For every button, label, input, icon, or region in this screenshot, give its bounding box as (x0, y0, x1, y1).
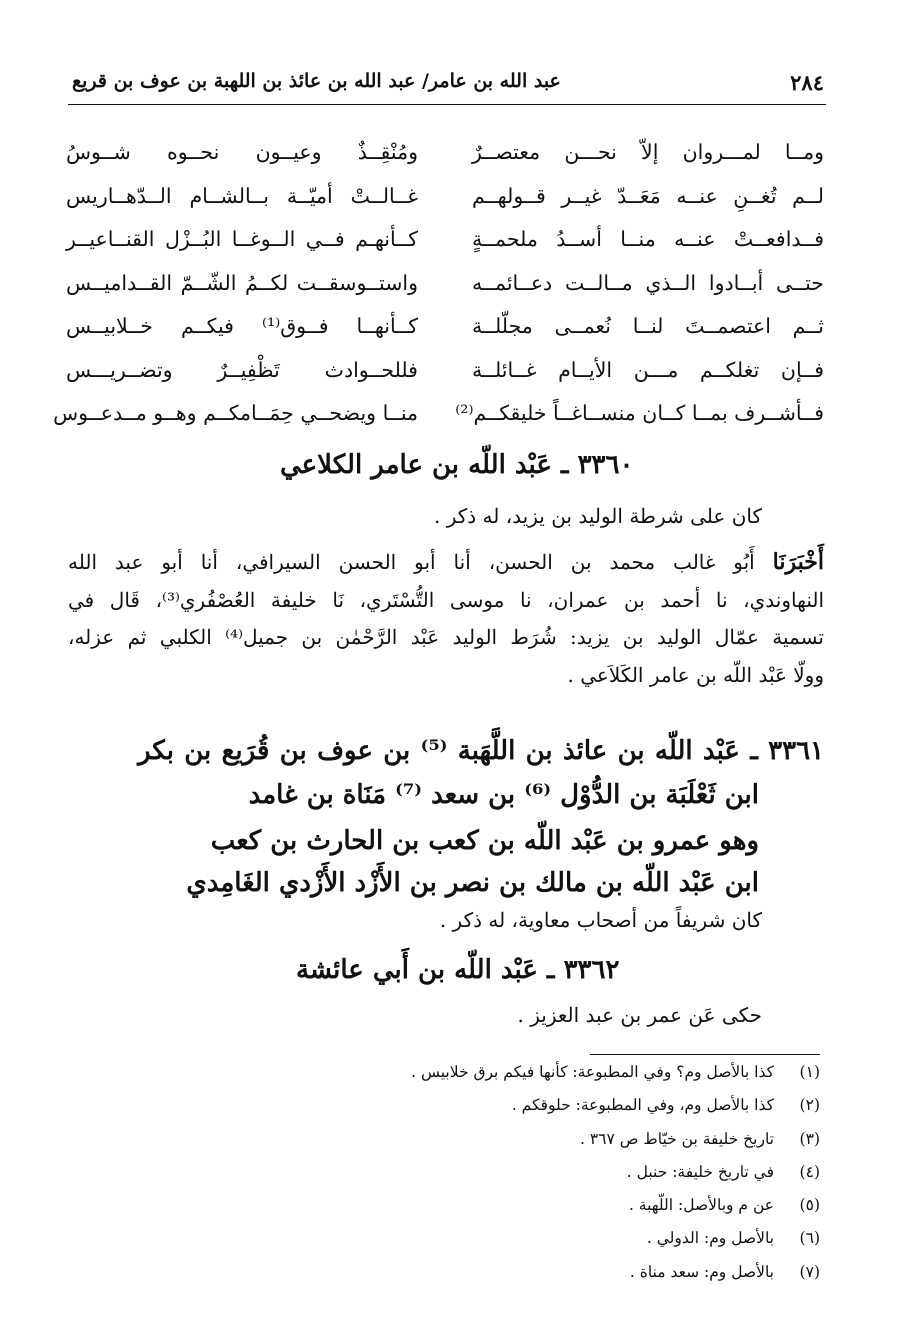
verse-second-hemistich: ومُنْقِــذٌ وعيــون نحــوه شــوسُ (66, 140, 418, 164)
poem-verse (66, 227, 824, 271)
verse-second-hemistich: كــأنهــا فــوق⁽¹⁾ فيكــم خــلابيــس (66, 314, 418, 338)
poem-verse (66, 271, 824, 315)
footnote (300, 1196, 824, 1229)
footnote-rule (590, 1054, 820, 1055)
footnote-text: في تاريخ خليفة: حنبل . (626, 1162, 774, 1181)
akhbarana-keyword: أَخْبَرَنَا (772, 549, 824, 575)
entry-title-3360: ٣٣٦٠ ـ عَبْد اللّه بن عامر الكلاعي (280, 450, 634, 480)
entry-paragraph-3360 (68, 544, 824, 694)
paragraph-line: النهاوندي، نا أحمد بن عمران، نا موسى التُّسْتَري، نَا خليفة العُصْفُري⁽³⁾، قَال في (68, 587, 824, 612)
footnote-text: بالأصل وم: سعد مناة . (629, 1262, 774, 1281)
verse-first-hemistich: لــم تُغــنِ عنــه مَعَــدّ غيــر قــولهــم (472, 183, 824, 208)
entry-title-3361-line3: وهو عمرو بن عَبْد اللّه بن كعب بن الحارث بن كعب (210, 826, 759, 856)
verse-first-hemistich: فــإن تغلكــم مـــن الأيــام غــائلــة (472, 357, 824, 382)
footnote (300, 1263, 824, 1296)
poem-block (53, 140, 824, 445)
entry-intro-3360: كان على شرطة الوليد بن يزيد، له ذكر . (434, 504, 762, 528)
footnote (300, 1229, 824, 1262)
running-title: عبد الله بن عامر/ عبد الله بن عائذ بن اللهبة بن عوف بن قريع (72, 70, 561, 92)
isnad-text: أَبُو غالب محمد بن الحسن، أنا أبو الحسن السيرافي، أنا أبو عبد الله (68, 550, 755, 574)
poem-verse (66, 358, 824, 402)
footnote (300, 1130, 824, 1163)
entry-title-3361-line4: ابن عَبْد اللّه بن مالك بن نصر بن الأَزْد الأَزْدي الغَامِدي (186, 868, 759, 898)
poem-verse (53, 401, 824, 445)
verse-second-hemistich: كــأنهـم فــي الــوغــا البُــزْل القنــاعيــر (66, 227, 418, 251)
footnote-number: (٦) (799, 1229, 820, 1248)
header-rule (68, 104, 826, 105)
verse-first-hemistich: ومــا لمـــروان إلاّ نحـــن معتصــرٌ (472, 140, 824, 164)
poem-verse (66, 184, 824, 228)
footnote-number: (٣) (799, 1129, 820, 1148)
paragraph-line: وولّا عَبْد اللّه بن عامر الكَلاَعي . (567, 662, 824, 687)
verse-first-hemistich: ثــم اعتصمــتَ لنــا نُعمــى مجلّلــة (472, 314, 824, 338)
footnote-text: عن م وبالأصل: اللّهبة . (628, 1196, 774, 1215)
paragraph-line (68, 544, 824, 582)
verse-second-hemistich: فللحــوادث تَظْفِيــرٌ وتضــريـــس (66, 357, 418, 382)
poem-verse (66, 140, 824, 184)
footnote-text: كذا بالأصل وم؟ وفي المطبوعة: كأنها فيكم برق خلابيس . (411, 1063, 774, 1081)
footnote-text: بالأصل وم: الدولي . (646, 1229, 774, 1248)
footnote (300, 1163, 824, 1196)
footnote (300, 1063, 824, 1096)
verse-second-hemistich: واستــوسقــت لكــمُ الشّــمّ القــداميــس (66, 270, 418, 295)
footnote (300, 1096, 824, 1129)
entry-title-3361-line1: ٣٣٦١ ـ عَبْد اللّه بن عائذ بن اللَّهَبة ⁽⁵⁾ بن عوف بن قُرَيع بن بكر (138, 736, 825, 766)
verse-second-hemistich: منــا ويضحــي حِمَــامكــم وهــو مــدعــوس (53, 401, 418, 425)
paragraph-line: تسمية عمّال الوليد بن يزيد: شُرَط الوليد عَبْد الرَّحْمٰن بن جميل⁽⁴⁾ الكلبي ثم عزله، (68, 625, 824, 649)
footnote-number: (١) (799, 1063, 820, 1081)
verse-second-hemistich: غــالــتْ أميّــة بــالشــام الــدّهــاريس (66, 183, 418, 208)
verse-first-hemistich: حتــى أبــادوا الــذي مــالــت دعــائمــه (472, 270, 824, 295)
running-header (72, 70, 824, 104)
footnote-number: (٧) (799, 1262, 820, 1281)
entry-intro-3361: كان شريفاً من أصحاب معاوية، له ذكر . (439, 908, 762, 932)
verse-first-hemistich: فــدافعــتْ عنــه منــا أســدُ ملحمــةٍ (472, 227, 824, 251)
entry-intro-3362: حكى عَن عمر بن عبد العزيز . (517, 1003, 762, 1027)
page-number: ٢٨٤ (790, 70, 824, 95)
footnotes (300, 1063, 824, 1296)
entry-title-3362: ٣٣٦٢ ـ عَبْد اللّه بن أَبي عائشة (296, 955, 620, 985)
footnote-number: (٤) (799, 1162, 820, 1181)
footnote-number: (٥) (799, 1196, 820, 1215)
footnote-number: (٢) (799, 1096, 820, 1115)
footnote-text: تاريخ خليفة بن خيّاط ص ٣٦٧ . (579, 1129, 774, 1148)
verse-first-hemistich: فــأشــرف بمــا كــان منســاغــاً خليقكــم⁽²⁾ (455, 401, 824, 425)
poem-verse (66, 314, 824, 358)
entry-title-3361-line2: ابن ثَعْلَبَة بن الدُّوْل ⁽⁶⁾ بن سعد ⁽⁷⁾ مَنَاة بن غامد (248, 780, 759, 810)
footnote-text: كذا بالأصل وم، وفي المطبوعة: حلوقكم . (511, 1096, 774, 1115)
